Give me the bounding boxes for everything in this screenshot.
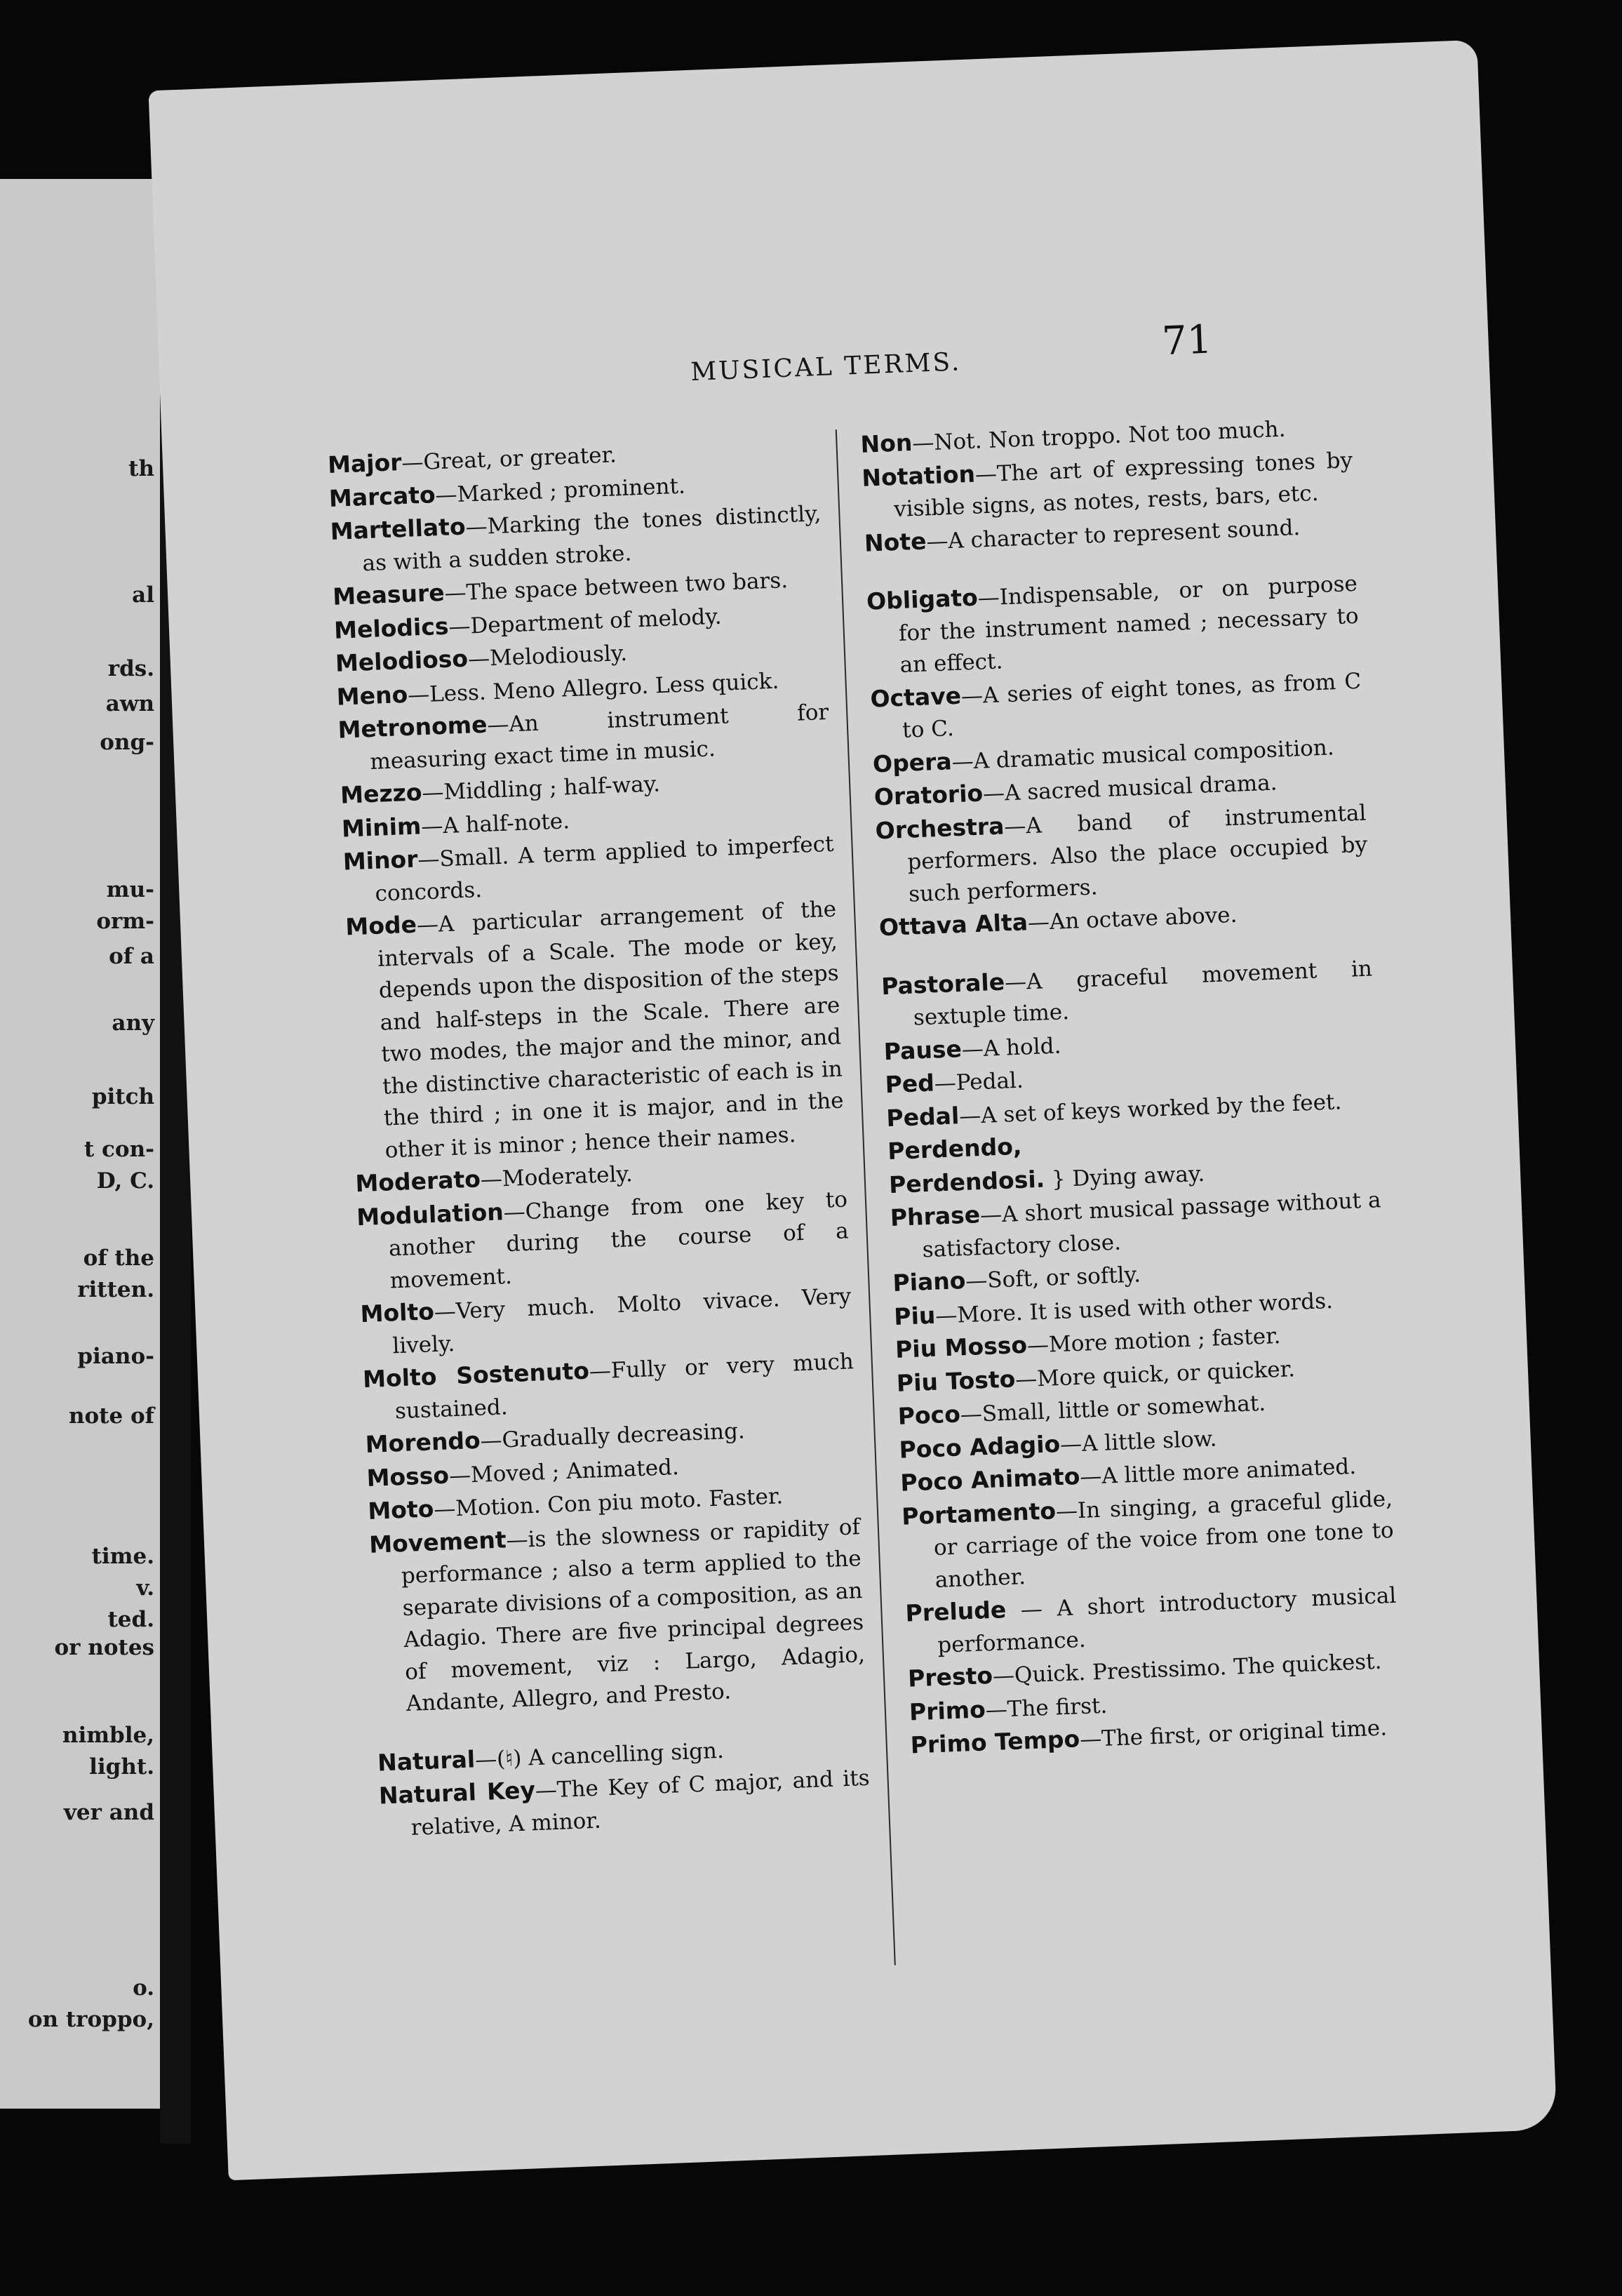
glossary-definition: —Moderately. [480, 1161, 634, 1193]
glossary-definition: —Department of melody. [448, 603, 723, 640]
facing-page-text-fragment: light. [89, 1754, 154, 1780]
glossary-term: Notation [861, 460, 976, 492]
facing-page-text-fragment: v. [136, 1575, 154, 1601]
glossary-definition: —Pedal. [934, 1067, 1024, 1097]
glossary-term: Phrase [890, 1201, 981, 1232]
facing-page-text-fragment: ted. [107, 1607, 154, 1632]
glossary-definition: —The art of expressing tones by visible signs, as notes, rests, bars, etc. [893, 447, 1353, 523]
facing-page-text-fragment: note of [68, 1403, 154, 1429]
glossary-term: Major [327, 448, 403, 479]
facing-page-text-fragment: or notes [54, 1635, 154, 1660]
glossary-definition: —A band of instrumental performers. Also the place occupied by such performers. [906, 800, 1368, 907]
glossary-definition: —Gradually decreasing. [479, 1418, 746, 1454]
glossary-term: Poco Animato [899, 1462, 1081, 1497]
facing-page-text-fragment: t con- [83, 1137, 154, 1162]
glossary-definition: —Small, little or somewhat. [960, 1390, 1266, 1428]
glossary-definition: —The space between two bars. [443, 568, 789, 606]
glossary-definition: —The first, or original time. [1079, 1715, 1388, 1753]
glossary-term: Portamento [901, 1496, 1057, 1530]
glossary-term: Note [864, 526, 927, 557]
page-number: 71 [1161, 316, 1213, 365]
glossary-term: Measure [332, 578, 445, 610]
facing-page-text-fragment: awn [105, 691, 154, 716]
glossary-definition: —Marking the tones distinctly, as with a sudden stroke. [361, 501, 822, 576]
facing-page-text-fragment: on troppo, [27, 2007, 154, 2032]
glossary-term: Pedal [885, 1101, 960, 1132]
facing-page-text-fragment: th [128, 456, 154, 481]
glossary-definition: —is the slowness or rapidity of performance ; also a term applied to the separate divisions of a composition, as an Adagio. There are five principal degrees of movement, viz : Largo, Adagio, Andante, Allegro, and Presto. [401, 1514, 866, 1717]
book-page [149, 40, 1557, 2181]
glossary-term: Mode [344, 910, 417, 941]
glossary-definition: —A particular arrangement of the intervals of a Scale. The mode or key, depends upon the disposition of the steps and half-steps in the Scale. There are two modes, the major and the minor, and the distinctive characteristic of each is in the third ; in one it is major, and in the other it is minor ; hence their names. [377, 896, 845, 1163]
glossary-definition: —Moved ; Animated. [448, 1454, 680, 1488]
glossary-term: Orchestra [874, 811, 1005, 844]
glossary-entry [345, 893, 846, 1168]
facing-page-text-fragment: any [112, 1010, 154, 1036]
glossary-column-left [327, 430, 871, 1845]
glossary-definition: —Quick. Prestissimo. The quickest. [992, 1648, 1383, 1689]
glossary-definition: —More. It is used with other words. [934, 1288, 1334, 1329]
glossary-term: Molto Sostenuto [362, 1356, 590, 1394]
glossary-term: Marcato [328, 480, 436, 512]
glossary-term: Melodioso [335, 644, 469, 677]
facing-page-fragment [0, 179, 161, 2109]
facing-page-text-fragment: al [132, 582, 154, 608]
glossary-definition: —A little more animated. [1079, 1453, 1357, 1490]
glossary-term: Perdendosi. [888, 1165, 1045, 1199]
glossary-definition: —A set of keys worked by the feet. [958, 1088, 1342, 1129]
running-head: MUSICAL TERMS. [690, 347, 963, 387]
glossary-definition: —A little slow. [1059, 1425, 1217, 1457]
glossary-term: Primo [909, 1695, 986, 1726]
glossary-term: Ped [884, 1069, 935, 1099]
glossary-definition: —Motion. Con piu moto. Faster. [433, 1483, 784, 1523]
glossary-definition: —Great, or greater. [401, 442, 617, 476]
glossary-definition: —An instrument for measuring exact time in music. [369, 699, 829, 775]
glossary-column-right [860, 410, 1402, 1763]
glossary-definition: —More motion ; faster. [1026, 1323, 1282, 1359]
glossary-entry [356, 1182, 850, 1298]
facing-page-text-fragment: ver and [63, 1800, 154, 1825]
glossary-term: Piano [892, 1267, 967, 1297]
glossary-term: Moderato [354, 1165, 481, 1198]
glossary-term: Natural [377, 1744, 476, 1777]
glossary-definition: —A character to represent sound. [925, 514, 1301, 554]
glossary-term: Poco [897, 1400, 961, 1430]
glossary-definition: —More quick, or quicker. [1014, 1356, 1296, 1392]
glossary-definition: —Soft, or softly. [965, 1262, 1141, 1294]
glossary-definition: —Less. Meno Allegro. Less quick. [407, 668, 779, 708]
glossary-term: Non [859, 429, 913, 458]
glossary-term: Natural Key [378, 1776, 536, 1810]
glossary-term: Poco Adagio [898, 1429, 1061, 1464]
glossary-term: Minor [342, 845, 419, 876]
glossary-term: Pastorale [880, 968, 1005, 1000]
glossary-term: Perdendo, [887, 1132, 1023, 1166]
glossary-term: Movement [368, 1525, 507, 1559]
glossary-entry [901, 1481, 1395, 1597]
glossary-term: Martellato [330, 512, 467, 545]
glossary-term: Mezzo [340, 778, 423, 809]
glossary-term: Opera [872, 747, 953, 778]
glossary-definition: —Change from one key to another during the course of a movement. [388, 1186, 850, 1293]
glossary-definition: —The first. [985, 1693, 1108, 1723]
facing-page-text-fragment: of the [83, 1246, 154, 1271]
glossary-definition: —A half-note. [420, 808, 570, 839]
glossary-definition: —A dramatic musical composition. [951, 734, 1335, 775]
facing-page-text-fragment: o. [133, 1975, 154, 2001]
glossary-term: Pause [883, 1034, 963, 1065]
facing-page-text-fragment: of a [109, 944, 154, 969]
facing-page-text-fragment: ong- [100, 730, 154, 755]
facing-page-text-fragment: nimble, [62, 1723, 154, 1748]
glossary-definition: —Very much. Molto vivace. Very lively. [391, 1283, 852, 1359]
glossary-definition: —In singing, a graceful glide, or carriage of the voice from one tone to another. [933, 1486, 1395, 1593]
glossary-term: Morendo [365, 1426, 481, 1459]
glossary-term: Piu Tosto [896, 1364, 1016, 1397]
glossary-term: Moto [367, 1495, 435, 1525]
glossary-term: Presto [907, 1661, 993, 1693]
facing-page-text-fragment: rds. [107, 656, 154, 681]
glossary-definition: —Small. A term applied to imperfect concords. [374, 831, 835, 907]
glossary-definition: —The Key of C major, and its relative, A minor. [410, 1765, 871, 1841]
glossary-term: Octave [869, 681, 962, 713]
glossary-term: Obligato [866, 583, 979, 615]
facing-page-text-fragment: mu- [106, 877, 154, 902]
facing-page-text-fragment: ritten. [77, 1277, 154, 1302]
glossary-term: Meno [336, 680, 408, 711]
glossary-entry [866, 567, 1360, 683]
glossary-definition: —A graceful movement in sextuple time. [913, 955, 1373, 1031]
glossary-definition: —Not. Non troppo. Not too much. [911, 416, 1287, 457]
facing-page-text-fragment: pitch [91, 1084, 154, 1109]
glossary-definition: —A series of eight tones, as from C to C. [902, 668, 1362, 743]
glossary-definition: } Dying away. [1044, 1161, 1205, 1193]
glossary-definition: —(♮) A cancelling sign. [474, 1737, 725, 1773]
glossary-entry [368, 1510, 866, 1722]
glossary-term: Oratorio [873, 779, 984, 811]
glossary-definition: —Middling ; half-way. [421, 771, 661, 806]
glossary-term: Ottava Alta [878, 908, 1028, 942]
glossary-definition: —A short musical passage without a satisfactory close. [922, 1187, 1382, 1262]
glossary-definition: —A hold. [961, 1033, 1061, 1062]
facing-page-text-fragment: orm- [96, 909, 154, 934]
glossary-term: Piu Mosso [894, 1330, 1028, 1363]
glossary-term: Piu [893, 1301, 937, 1330]
facing-page-text-fragment: D, C. [96, 1168, 154, 1194]
facing-page-text-fragment: time. [91, 1544, 154, 1569]
glossary-entry [875, 796, 1369, 912]
glossary-term: Modulation [356, 1197, 504, 1231]
facing-page-text-fragment: piano- [77, 1344, 154, 1369]
glossary-term: Primo Tempo [910, 1725, 1080, 1759]
glossary-term: Minim [341, 811, 422, 843]
glossary-term: Molto [359, 1297, 435, 1328]
glossary-term: Metronome [337, 710, 488, 744]
glossary-definition: — A short introductory musical performance. [937, 1582, 1397, 1658]
glossary-definition: —An octave above. [1027, 902, 1238, 936]
glossary-definition: —Indispensable, or on purpose for the instrument named ; necessary to an effect. [898, 570, 1360, 678]
glossary-definition: —Melodiously. [467, 640, 628, 672]
glossary-term: Melodics [333, 612, 450, 644]
glossary-term: Mosso [366, 1460, 450, 1492]
glossary-term: Prelude [904, 1596, 1007, 1627]
glossary-definition: —A sacred musical drama. [982, 770, 1278, 807]
glossary-definition: —Fully or very much sustained. [394, 1349, 854, 1424]
glossary-definition: —Marked ; prominent. [434, 473, 686, 508]
